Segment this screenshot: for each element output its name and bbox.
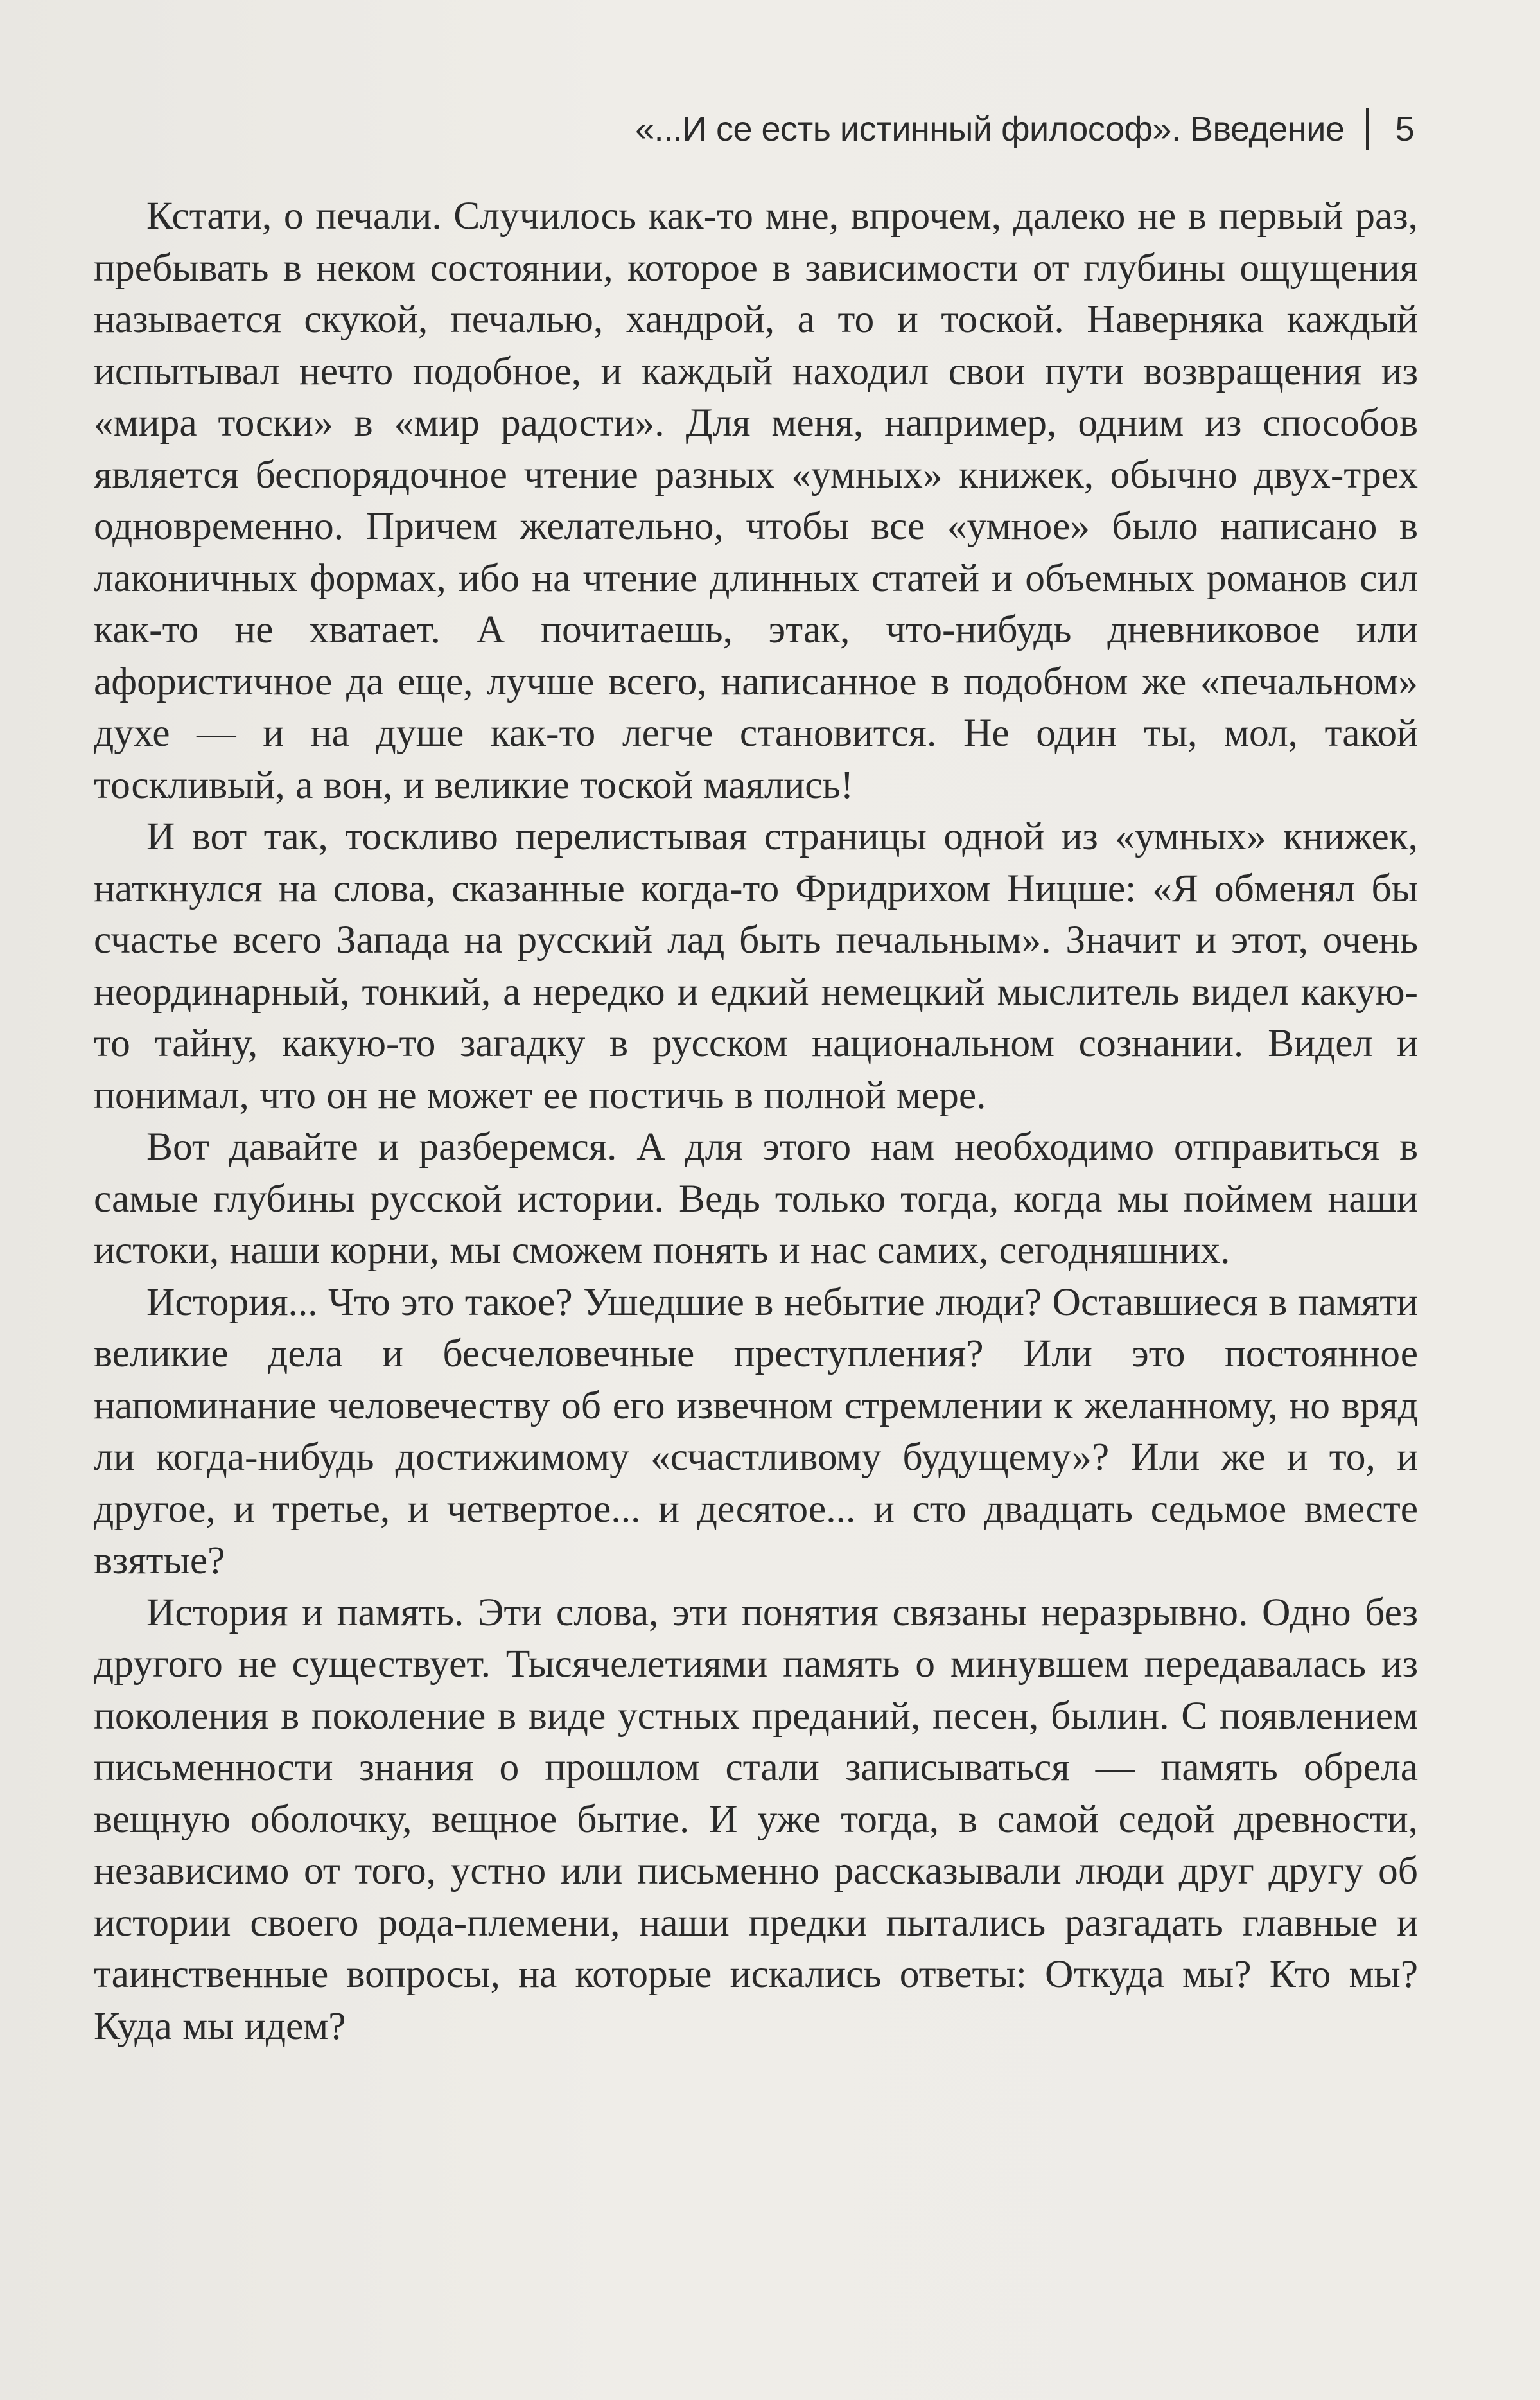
paragraph: И вот так, тоскливо перелистывая страницы одной из «умных» книжек, наткнулся на слова, сказанные когда-то Фридрихом Ницше: «Я обменял бы счастье всего Запада на русский лад быть печальным». Значит и этот, очень неординарный, тонкий, а нередко и едкий немецкий мыслитель видел какую-то тайну, какую-то загадку в русском национальном сознании. Видел и понимал, что он не может ее постичь в полной мере. bbox=[94, 815, 1418, 1117]
paragraph: Вот давайте и разберемся. А для этого нам необходимо отправиться в самые глубины русской истории. Ведь только тогда, когда мы поймем наши истоки, наши корни, мы сможем понять и нас самих, сегодняшних. bbox=[94, 1125, 1418, 1272]
body-text bbox=[94, 190, 1418, 2052]
paragraph: История... Что это такое? Ушедшие в небытие люди? Оставшиеся в памяти великие дела и бесчеловечные преступления? Или это постоянное напоминание человечеству об его извечном стремлении к желанному, но вряд ли когда-нибудь достижимому «счастливому будущему»? Или же и то, и другое, и третье, и четвертое... и десятое... и сто двадцать седьмое вместе взятые? bbox=[94, 1280, 1418, 1582]
paragraph: Кстати, о печали. Случилось как-то мне, впрочем, далеко не в первый раз, пребывать в неком состоянии, которое в зависимости от глубины ощущения называется скукой, печалью, хандрой, а то и тоской. Наверняка каждый испытывал нечто подобное, и каждый находил свои пути возвращения из «мира тоски» в «мир радости». Для меня, например, одним из способов является беспорядочное чтение разных «умных» книжек, обычно двух-трех одновременно. Причем желательно, чтобы все «умное» было написано в лаконичных формах, ибо на чтение длинных статей и объемных романов сил как-то не хватает. А почитаешь, этак, что-нибудь дневниковое или афористичное да еще, лучше всего, написанное в подобном же «печальном» духе — и на душе как-то легче становится. Не один ты, мол, такой тоскливый, а вон, и великие тоской маялись! bbox=[94, 194, 1418, 807]
running-title: «...И се есть истинный философ». Введение bbox=[635, 110, 1345, 148]
running-header bbox=[635, 108, 1414, 150]
page-number: 5 bbox=[1395, 110, 1414, 148]
header-divider bbox=[1366, 108, 1369, 150]
paragraph: История и память. Эти слова, эти понятия связаны неразрывно. Одно без другого не существует. Тысячелетиями память о минувшем передавалась из поколения в поколение в виде устных преданий, песен, былин. С появлением письменности знания о прошлом стали записываться — память обрела вещную оболочку, вещное бытие. И уже тогда, в самой седой древности, независимо от того, устно или письменно рассказывали люди друг другу об истории своего рода-племени, наши предки пытались разгадать главные и таинственные вопросы, на которые искались ответы: Откуда мы? Кто мы? Куда мы идем? bbox=[94, 1590, 1418, 2048]
